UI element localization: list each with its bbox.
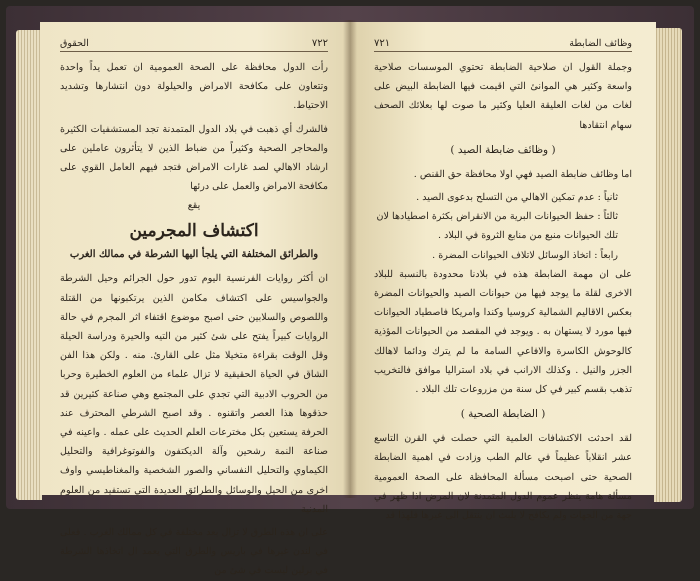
left-end-word: يقع (187, 200, 201, 212)
list-item-3: ثالثاً : حفظ الحيوانات البرية من الانقراض بكثرة اصطيادها لان تلك الحيوانات منبع من منابع الثروة في البلاد . (376, 211, 618, 242)
page-edges-right (654, 28, 682, 502)
left-running-head (60, 38, 328, 52)
left-page (40, 22, 350, 577)
book-gutter (343, 20, 357, 498)
right-running-title: وظائف الضابطة (569, 38, 632, 49)
left-page-number: ٧٢٢ (311, 38, 328, 49)
section-heading-hunting: ( وظائف ضابطة الصيد ) (450, 143, 556, 156)
right-page-number: ٧٢١ (374, 38, 391, 49)
right-page (350, 22, 656, 522)
section-heading-health: ( الضابطة الصحية ) (460, 408, 546, 421)
right-paragraph-3: على ان مهمة الضابطة هذه في بلادنا محدودة بالنسبة للبلاد الاخرى لقلة ما يوجد فيها من حيوانات الصيد والحيوانات المضرة بعكس الاقاليم الشمالية كروسيا وكندا وامريكا فاصطياد الحيوانات فيها مورد لا يستهان به . ويوجد في المقصد من الحيوانات المؤذية كالوحوش الكاسرة والافاعي السامة ما لم يترك ودائما لاهالك الجزر والنيل . وكذلك الارانب في بلاد استراليا موافق فالتخريب تذهب بقسم كبير في كل سنة من مزروعات تلك البلاد . (374, 268, 632, 396)
list-item-2: ثانياً : عدم تمكين الاهالي من التسلح بدعوى الصيد . (416, 192, 618, 204)
list-item-4: رابعاً : اتخاذ الوسائل لاتلاف الحيوانات المضرة . (432, 249, 618, 261)
right-paragraph-2: اما وظائف ضابطة الصيد فهي اولا محافظة حق القنص . (413, 168, 632, 180)
left-running-title: الحقوق (60, 38, 89, 49)
right-paragraph-4: لقد احدثت الاكتشافات العلمية التي حصلت في القرن التاسع عشر انقلاباً عظيماً في عالم الطب وزادت في اهمية الضابطة الصحية حتى اصبحت مسألة المحافظة على الصحة العمومية مسألة هامة ينظر عموم الدول المتمدنة لان المرض اذا ظهر في جهة من الجهات ولم يكافح لا يلبث ان ينتقل الى غيرها فلهذا قد (374, 433, 632, 522)
chapter-title: اكتشاف المجرمين (129, 221, 259, 242)
right-paragraph-1: وجملة القول ان صلاحية الضابطة تحتوي الموسسات صلاحية واسعة وكثير هي الموانئ التي اقيمت فيها الضابطة البيض على لغات من لغات العليقة العليا وكثير ما صوت لها بعلائك الصحف سهام انتقادها (374, 62, 632, 131)
chapter-subtitle: والطرائق المختلفة التي يلجأ اليها الشرطة في ممالك الغرب (69, 249, 319, 261)
right-running-head (374, 38, 632, 52)
left-paragraph-3: ان أكثر روايات الفرنسية اليوم تدور حول الجرائم وحيل الشرطة والجواسيس على اكتشاف مكامن الذين يرتكبونها من القتلة واللصوص والسلابين حتى اصبح موضوع اقتفاء اثر المجرم في حالة الروايات كبيراً يفتح على شئ كثير من التيه والحيرة ودراسة الحيلة وقل الوقت بقراءة متخيلا مثل على القارئ. منه . ولكن هذا الفن الشاق في الحياة الحقيقية لا تزال علماء من العلوم الخطيرة وحربا من الحروب الادبية التي تجدي على المجتمع وهي صناعة كثيرين قد حذقوها هذا العصر واتقنوه . وقد اصبح الشرطي المحترف عند الحرفة يستعين بكل مخترعات العلم الحديث على عمله . واعينه في صناعة النمة رشحين وآلة الديكتفون والفوتوغرافية والتحليل الكيماوي والتحليل النفساني والصور الشخصية والمغناطيسي واوف اخرى من الحيل والوسائل والطرائق العديدة التي تستفيد من العلوم المدنية (60, 273, 328, 515)
left-paragraph-1: رأت الدول محافظة على الصحة العمومية ان تعمل يداً واحدة وتتعاون على مكافحة الامراض والحيلولة دون انتشارها وتشديد الاحتياط. (60, 62, 328, 112)
page-edges-left (16, 30, 42, 500)
left-paragraph-2: فالشرك أي ذهبت في بلاد الدول المتمدنة تجد المستشفيات الكثيرة والمحاجر الصحية وكثيراً من ضباط الذين لا يتأثرون عاملين على ارشاد الاهالي لصد غارات الامراض فتجد فيهم العامل القوي على مكافحة الامراض والعمل على درئها (60, 123, 328, 193)
left-paragraph-4: على ان هذه الطرق لا تزال بعد مختلفة في كل ممالك الغرب . فعلى في لندن غيرها في باريس والطرق التي يعمد ال اتخاذها الشرطة في برلين ليست في شئ من (60, 527, 328, 577)
